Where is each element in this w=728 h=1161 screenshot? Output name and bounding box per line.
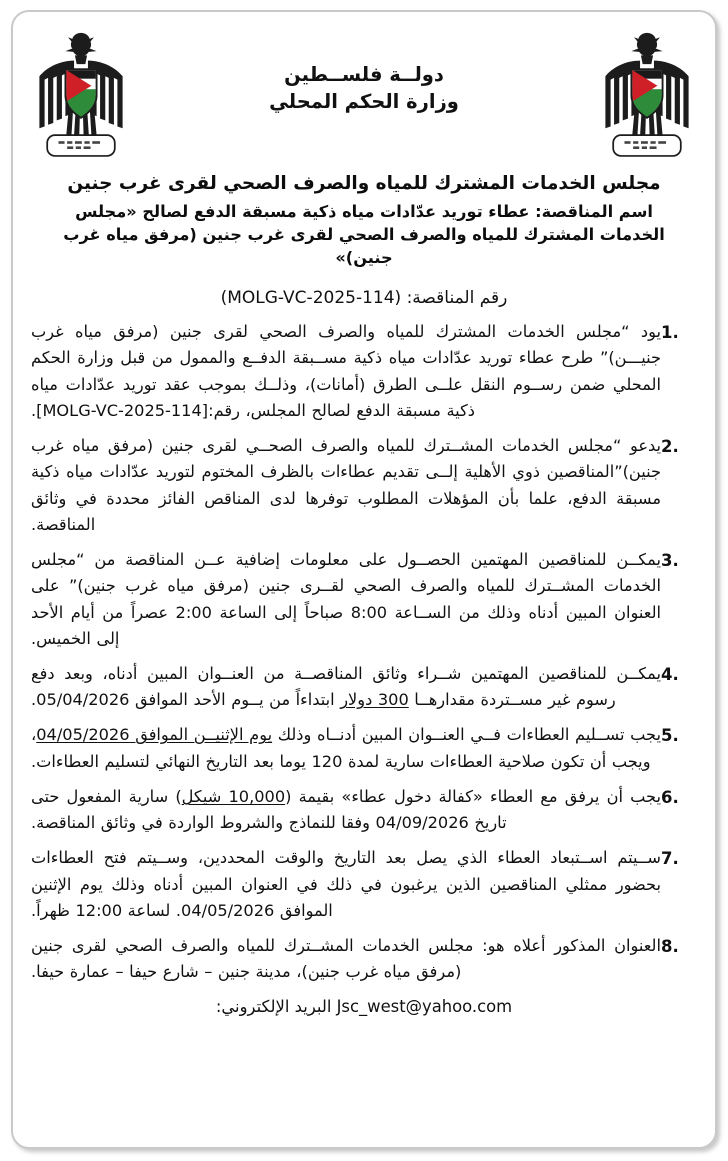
email-address[interactable]: Jsc_west@yahoo.com bbox=[336, 996, 513, 1016]
clause-text: يمكــن للمناقصين المهتمين الحصــول على معلومات إضافية عــن المناقصة من “مجلس الخدمات المشــترك للمياه والصرف الصحي لقــرى جنين (مرفق مياه غرب جنين)” على العنوان المبين أدناه وذلك من الســاعة 8:00 صباحاً إلى الساعة 2:00 عصراً من أيام الأحد إلى الخميس. bbox=[31, 550, 661, 648]
underlined-term: 300 دولار bbox=[340, 690, 409, 710]
clause-number: 7. bbox=[661, 849, 679, 869]
council-title: مجلس الخدمات المشترك للمياه والصرف الصحي لقرى غرب جنين bbox=[67, 173, 661, 194]
state-name-line: دولــة فلســطين bbox=[284, 63, 444, 86]
clause-number: 8. bbox=[661, 937, 679, 957]
title-block bbox=[13, 172, 715, 269]
clause-text: يمكــن للمناقصين المهتمين شــراء وثائق المناقصــة من العنــوان المبين أدناه، وبعد دفع رسوم غير مســتردة مقدارهــا 300 دولار ابتداءاً من يــوم الأحد الموافق 05/04/2026. bbox=[31, 664, 661, 710]
tender-number-label: رقم المناقصة: bbox=[406, 288, 508, 309]
clause-item bbox=[31, 433, 695, 538]
underlined-term: يوم الإثنيــن الموافق 04/05/2026 bbox=[36, 725, 273, 745]
contact-email-line bbox=[13, 995, 715, 1020]
clause-number: 2. bbox=[661, 437, 679, 457]
clause-text: يجب أن يرفق مع العطاء «كفالة دخول عطاء» بقيمة (10,000 شيكل) سارية المفعول حتى تاريخ 04/09/2026 وفقا للنماذج والشروط الواردة في وثائق المناقصة. bbox=[31, 786, 661, 833]
ministry-name-line: وزارة الحكم المحلي bbox=[269, 89, 459, 113]
clause-item bbox=[31, 722, 695, 774]
tender-number-value: (MOLG-VC-2025-114) bbox=[220, 288, 402, 309]
tender-notice-sheet bbox=[11, 10, 717, 1149]
masthead bbox=[13, 12, 715, 172]
clause-item bbox=[31, 547, 695, 652]
clause-text: يجب تســليم العطاءات فــي العنــوان المبين أدنــاه وذلك يوم الإثنيــن الموافق 04/05/2026، ويجب أن تكون صلاحية العطاءات سارية لمدة 120 يوما بعد التاريخ النهائي لتسليم العطاءات. bbox=[31, 725, 661, 771]
clause-number: 6. bbox=[661, 787, 679, 807]
clause-text: العنوان المذكور أعلاه هو: مجلس الخدمات المشــترك للمياه والصرف الصحي لقرى جنين (مرفق مياه غرب جنين)، مدينة جنين – شارع حيفا – عمارة حيفا. bbox=[31, 936, 661, 982]
clause-text: يود “مجلس الخدمات المشترك للمياه والصرف الصحي لقرى جنين (مرفق مياه غرب جنيـــن)” طرح عطاء توريد عدّادات مياه ذكية مســبقة الدفــع والممول من قبل وزارة الحكم المحلي ضمن رســوم النقل علــى الطرق (أمانات)، وذلــك بموجب عقد توريد عدّادات مياه ذكية مسبقة الدفع لصالح المجلس، رقم:[MOLG-VC-2025-114]. bbox=[31, 322, 661, 420]
clause-item bbox=[31, 319, 695, 424]
clause-item bbox=[31, 784, 695, 836]
tender-number-line bbox=[13, 287, 715, 311]
email-label: البريد الإلكتروني: bbox=[215, 996, 332, 1016]
clause-item bbox=[31, 661, 695, 713]
tender-name: اسم المناقصة: عطاء توريد عدّادات مياه ذكية مسبقة الدفع لصالح «مجلس الخدمات المشترك للمياه والصرف الصحي لقرى غرب جنين (مرفق مياه غرب جنين)» bbox=[63, 202, 665, 268]
palestine-coat-of-arms-icon-right bbox=[595, 26, 699, 168]
clause-item bbox=[31, 845, 695, 924]
clause-number: 3. bbox=[661, 551, 679, 571]
clause-text: ســيتم اســتبعاد العطاء الذي يصل بعد التاريخ والوقت المحددين، وســيتم فتح العطاءات بحضور ممثلي المناقصين الذين يرغبون في ذلك في العنوان المبين أدناه وذلك يوم الإثنين الموافق 04/05/2026. لساعة 12:00 ظهراً. bbox=[31, 848, 661, 920]
clause-number: 1. bbox=[661, 323, 679, 343]
clause-item bbox=[31, 933, 695, 985]
clause-number: 4. bbox=[661, 665, 679, 685]
underlined-term: 10,000 شيكل bbox=[181, 786, 286, 806]
clause-text: يدعو “مجلس الخدمات المشــترك للمياه والصرف الصحــي لقرى جنين (مرفق مياه غرب جنين)”المناقصين ذوي الأهلية إلــى تقديم عطاءات بالظرف المختوم لتوريد عدّادات مياه ذكية مسبقة الدفع، علما بأن المؤهلات المطلوب توفرها لدى المناقص الفائز محددة في وثائق المناقصة. bbox=[31, 436, 661, 534]
clause-number: 5. bbox=[661, 726, 679, 746]
clause-list bbox=[13, 319, 715, 985]
